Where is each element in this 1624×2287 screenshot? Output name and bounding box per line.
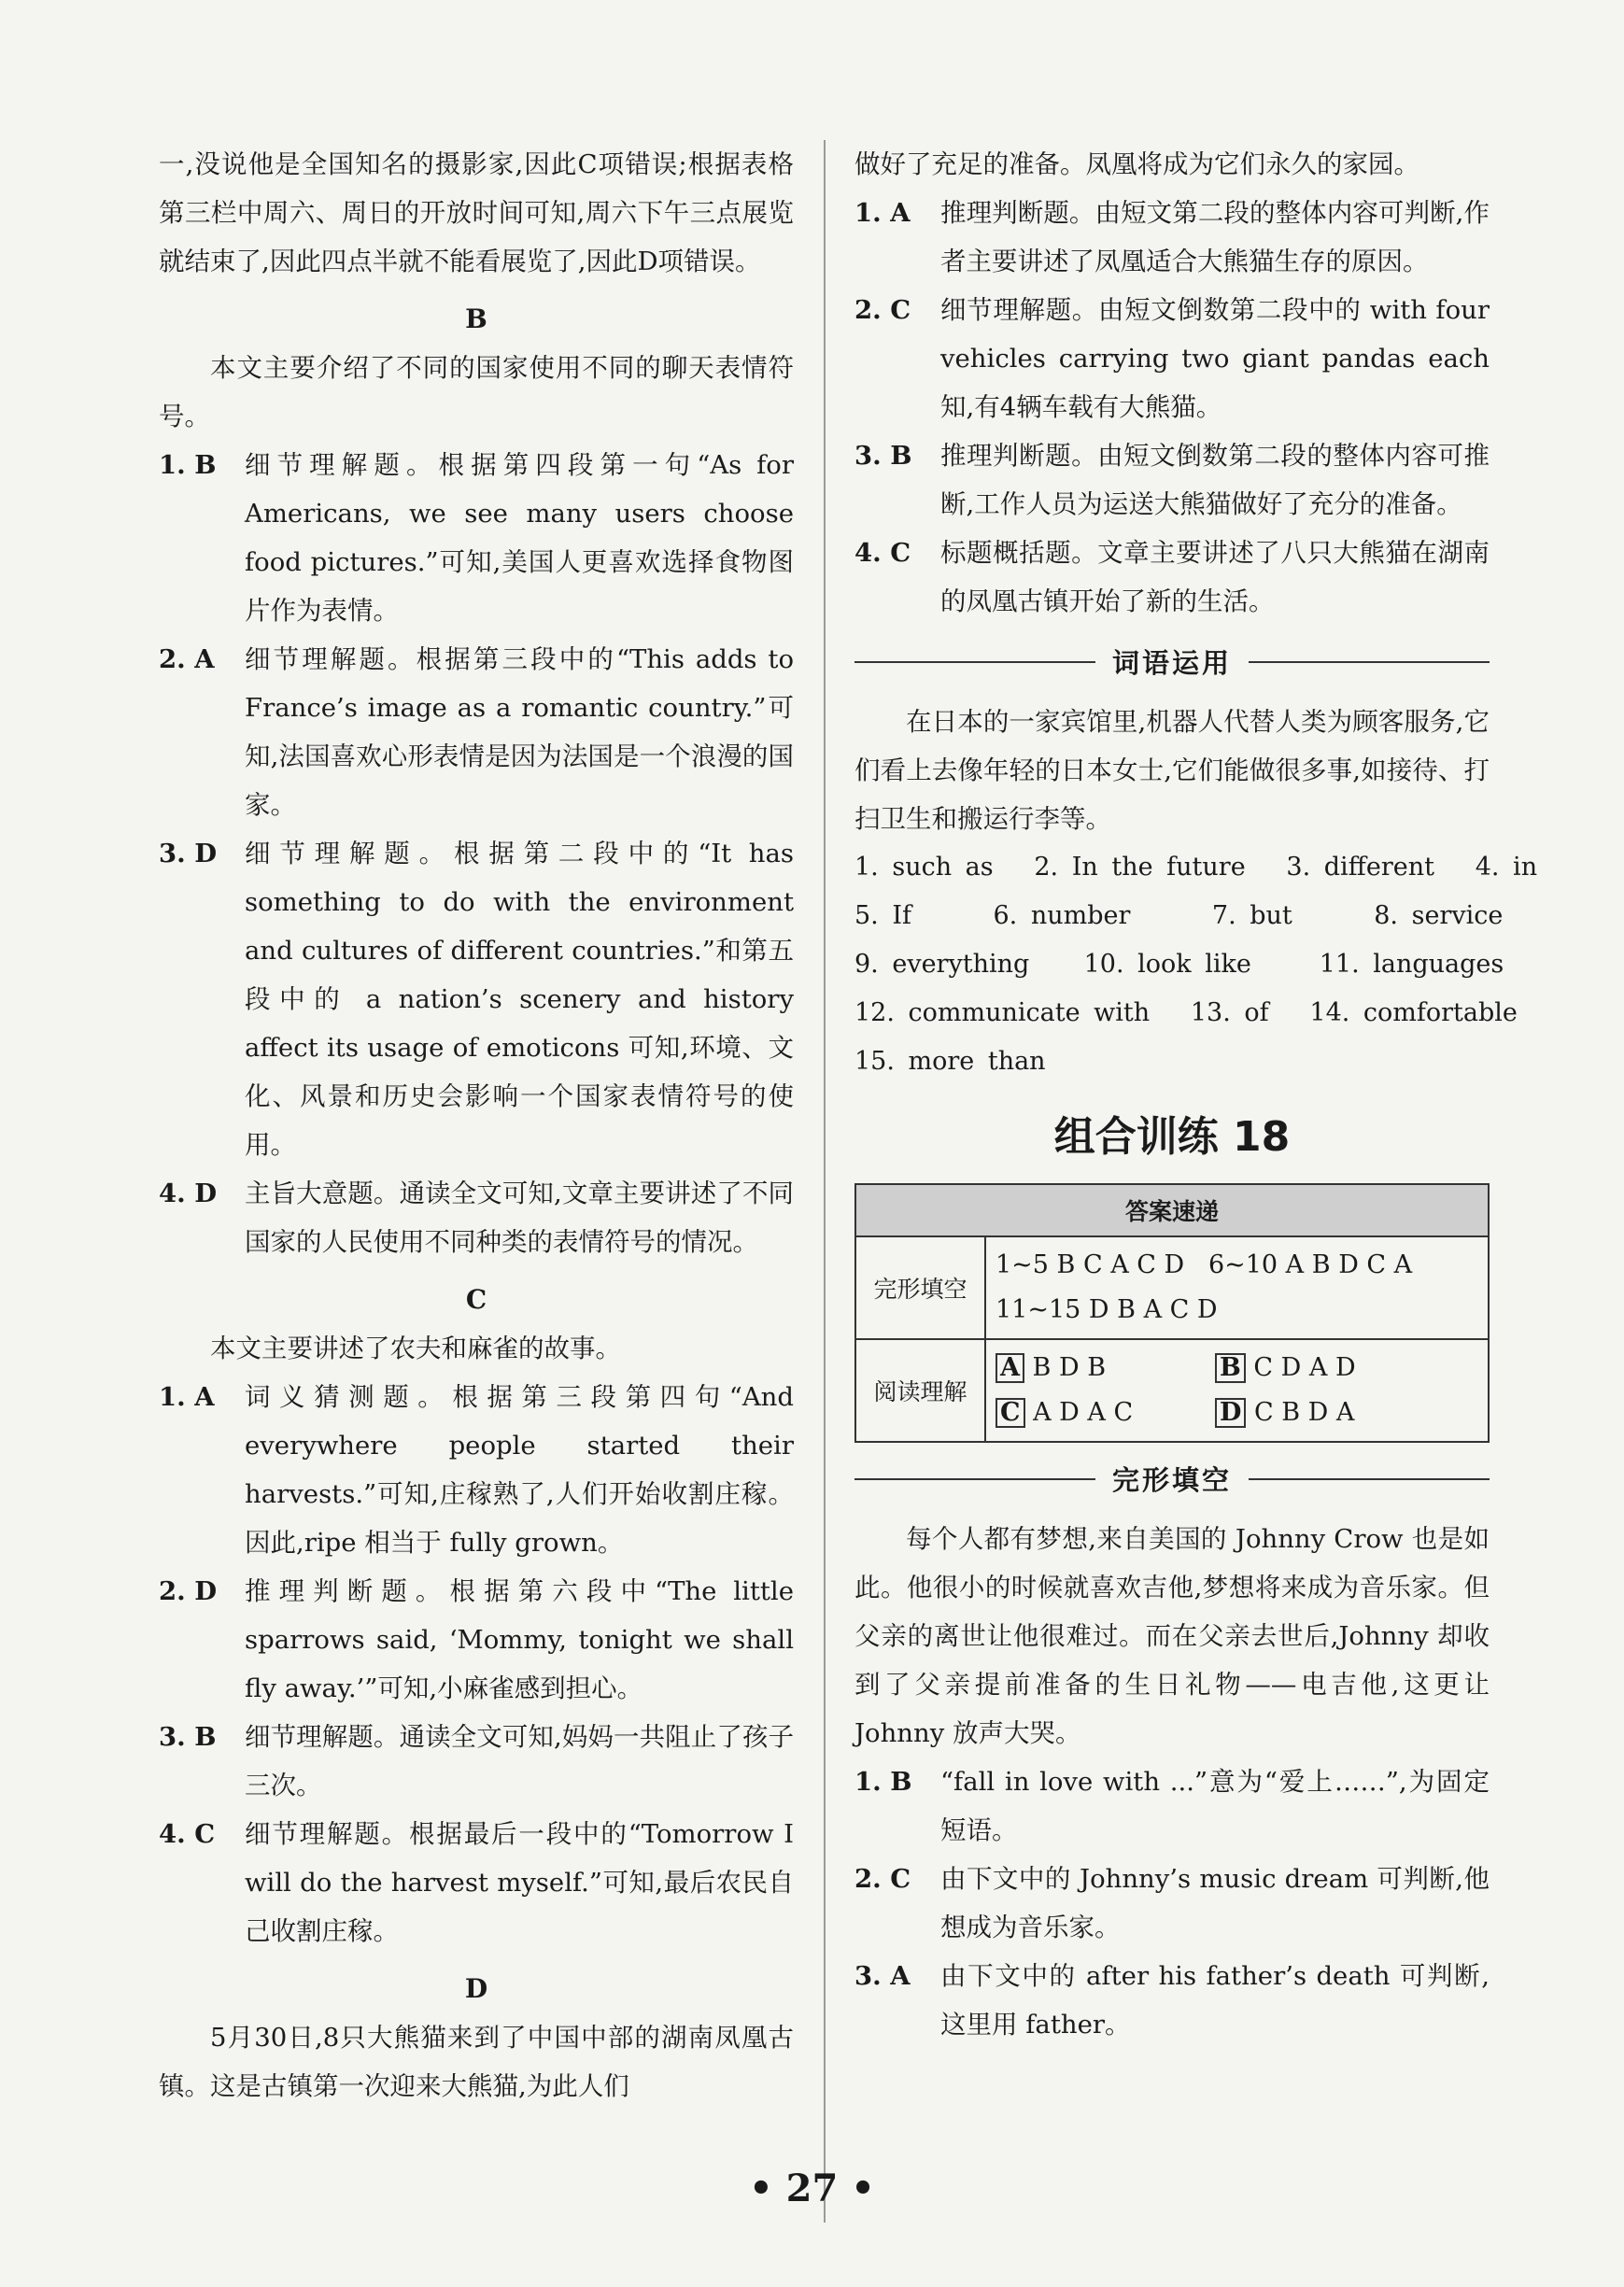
answer-number: 1. A	[854, 198, 911, 228]
answer-number: 1. B	[854, 1767, 912, 1797]
answer-text: 细节理解题。由短文倒数第二段中的 with four vehicles carrying two giant pandas each 知,有4辆车载有大熊猫。	[940, 295, 1490, 422]
answer-text: 细节理解题。根据第四段第一句“As for Americans, we see many users choose food pictures.”可知,美国人更喜欢选择食物图片作为表情。	[245, 450, 794, 626]
banner-rule	[854, 1478, 1095, 1480]
answer-number: 4. C	[854, 538, 911, 568]
answer-item	[159, 1713, 794, 1810]
cloze-label: 完形填空	[855, 1236, 985, 1339]
banner-rule	[1249, 661, 1490, 663]
answer-item	[159, 829, 794, 1169]
reading-label: 阅读理解	[855, 1339, 985, 1442]
vocab-answer-line: 5. If 6. number 7. but 8. service	[854, 901, 1504, 930]
answer-item	[159, 1373, 794, 1567]
section-b-heading: B	[465, 304, 487, 334]
answer-item	[854, 189, 1490, 286]
answer-text: 词义猜测题。根据第三段第四句“And everywhere people started their harvests.”可知,庄稼熟了,人们开始收割庄稼。因此,ripe 相当于 fully grown。	[245, 1382, 794, 1558]
answer-text: 由下文中的 Johnny’s music dream 可判断,他想成为音乐家。	[940, 1864, 1490, 1942]
answer-number: 1. B	[159, 450, 217, 480]
answer-number: 3. D	[159, 839, 218, 868]
answer-number: 2. C	[854, 295, 911, 325]
answer-text: 推理判断题。由短文第二段的整体内容可判断,作者主要讲述了凤凰适合大熊猫生存的原因。	[940, 198, 1490, 276]
section-c-summary: 本文主要讲述了农夫和麻雀的故事。	[210, 1334, 621, 1363]
vocab-answer-line: 15. more than	[854, 1047, 1046, 1076]
vocab-answers	[854, 843, 1538, 1086]
answer-item	[854, 1758, 1490, 1855]
right-column	[854, 140, 1538, 2049]
cloze-banner-title: 完形填空	[1112, 1464, 1233, 1496]
intro-paragraph: 一,没说他是全国知名的摄影家,因此C项错误;根据表格第三栏中周六、周日的开放时间可知,周六下午三点展览就结束了,因此四点半就不能看展览了,因此D项错误。	[159, 149, 794, 276]
answer-table	[854, 1183, 1490, 1443]
answer-number: 2. C	[854, 1864, 911, 1894]
answer-item	[159, 1810, 794, 1955]
passage-answers: A D A C	[1033, 1398, 1134, 1427]
answer-text: 细节理解题。根据第二段中的“It has something to do with the environment and cultures of different countries.”和第五段中的 a nation’s scenery and history affect its usage of emoticons 可知,环境、文化、风景和历史会影响一个国家表情符号的使用。	[245, 839, 794, 1160]
answer-item	[159, 1169, 794, 1266]
section-b-summary: 本文主要介绍了不同的国家使用不同的聊天表情符号。	[159, 353, 794, 431]
answer-text: 由下文中的 after his father’s death 可判断,这里用 father。	[940, 1961, 1490, 2040]
reading-answer-d	[1215, 1391, 1478, 1435]
cloze-summary: 每个人都有梦想,来自美国的 Johnny Crow 也是如此。他很小的时候就喜欢吉他,梦想将来成为音乐家。但父亲的离世让他很难过。而在父亲去世后,Johnny 却收到了父亲提前准备的生日礼物——电吉他,这更让 Johnny 放声大哭。	[854, 1524, 1490, 1748]
answer-item	[854, 1855, 1490, 1952]
answer-item	[159, 441, 794, 635]
answer-text: 细节理解题。根据第三段中的“This adds to France’s image as a romantic country.”可知,法国喜欢心形表情是因为法国是一个浪漫的国家。	[245, 644, 794, 820]
vocab-summary: 在日本的一家宾馆里,机器人代替人类为顾客服务,它们看上去像年轻的日本女士,它们能做很多事,如接待、打扫卫生和搬运行李等。	[854, 707, 1490, 834]
cloze-answers-line: 1~5 B C A C D 6~10 A B D C A	[996, 1250, 1413, 1279]
answer-text: 推理判断题。由短文倒数第二段的整体内容可推断,工作人员为运送大熊猫做好了充分的准备。	[940, 441, 1490, 519]
section-c-heading: C	[465, 1284, 487, 1315]
answer-text: 主旨大意题。通读全文可知,文章主要讲述了不同国家的人民使用不同种类的表情符号的情况。	[245, 1179, 794, 1257]
answer-text: 细节理解题。根据最后一段中的“Tomorrow I will do the harvest myself.”可知,最后农民自己收割庄稼。	[245, 1819, 794, 1946]
vocab-answer-line: 1. such as 2. In the future 3. different 4. in	[854, 853, 1538, 882]
answer-number: 3. A	[854, 1961, 911, 1991]
column-divider	[824, 140, 826, 2223]
passage-answers: C D A D	[1253, 1353, 1356, 1382]
answer-number: 2. A	[159, 644, 215, 674]
vocab-banner	[854, 642, 1490, 681]
answer-item	[854, 431, 1490, 529]
answer-text: 细节理解题。通读全文可知,妈妈一共阻止了孩子三次。	[245, 1722, 794, 1800]
exercise-title: 组合训练 18	[1053, 1113, 1291, 1161]
banner-rule	[854, 661, 1095, 663]
vocab-answer-line: 9. everything 10. look like 11. languages	[854, 950, 1504, 979]
reading-answer-a	[996, 1346, 1215, 1391]
answer-text: “fall in love with ...”意为“爱上……”,为固定短语。	[940, 1767, 1490, 1845]
passage-tag: A	[996, 1353, 1024, 1383]
cloze-banner	[854, 1460, 1490, 1498]
answer-number: 4. C	[159, 1819, 216, 1849]
answer-text: 标题概括题。文章主要讲述了八只大熊猫在湖南的凤凰古镇开始了新的生活。	[940, 538, 1490, 616]
banner-rule	[1249, 1478, 1490, 1480]
section-d-summary: 5月30日,8只大熊猫来到了中国中部的湖南凤凰古镇。这是古镇第一次迎来大熊猫,为此人们	[159, 2023, 794, 2101]
answer-number: 4. D	[159, 1179, 218, 1208]
continued-paragraph: 做好了充足的准备。凤凰将成为它们永久的家园。	[854, 149, 1419, 179]
answer-number: 3. B	[159, 1722, 217, 1752]
vocab-answer-line: 12. communicate with 13. of 14. comfortable	[854, 998, 1518, 1027]
passage-tag: B	[1215, 1353, 1246, 1383]
reading-answers	[985, 1339, 1489, 1442]
vocab-banner-title: 词语运用	[1112, 647, 1233, 679]
answer-item	[854, 286, 1490, 431]
passage-tag: D	[1215, 1398, 1246, 1428]
answer-number: 2. D	[159, 1576, 218, 1606]
passage-tag: C	[996, 1398, 1025, 1428]
answer-item	[159, 1567, 794, 1713]
cloze-answers-line: 11~15 D B A C D	[996, 1295, 1218, 1324]
answer-item	[159, 635, 794, 829]
left-column	[159, 140, 794, 2111]
answer-item	[854, 529, 1490, 626]
reading-answer-b	[1215, 1346, 1478, 1391]
answer-number: 3. B	[854, 441, 912, 471]
cloze-answers	[985, 1236, 1489, 1339]
section-d-heading: D	[464, 1973, 488, 2004]
passage-answers: C B D A	[1254, 1398, 1355, 1427]
answer-number: 1. A	[159, 1382, 215, 1412]
passage-answers: B D B	[1032, 1353, 1107, 1382]
page-number: • 27 •	[749, 2167, 875, 2210]
answer-text: 推理判断题。根据第六段中“The little sparrows said, ‘Mommy, tonight we shall fly away.’”可知,小麻雀感到担心。	[245, 1576, 794, 1703]
reading-answer-c	[996, 1391, 1215, 1435]
answer-item	[854, 1952, 1490, 2049]
answer-table-header: 答案速递	[855, 1184, 1489, 1236]
